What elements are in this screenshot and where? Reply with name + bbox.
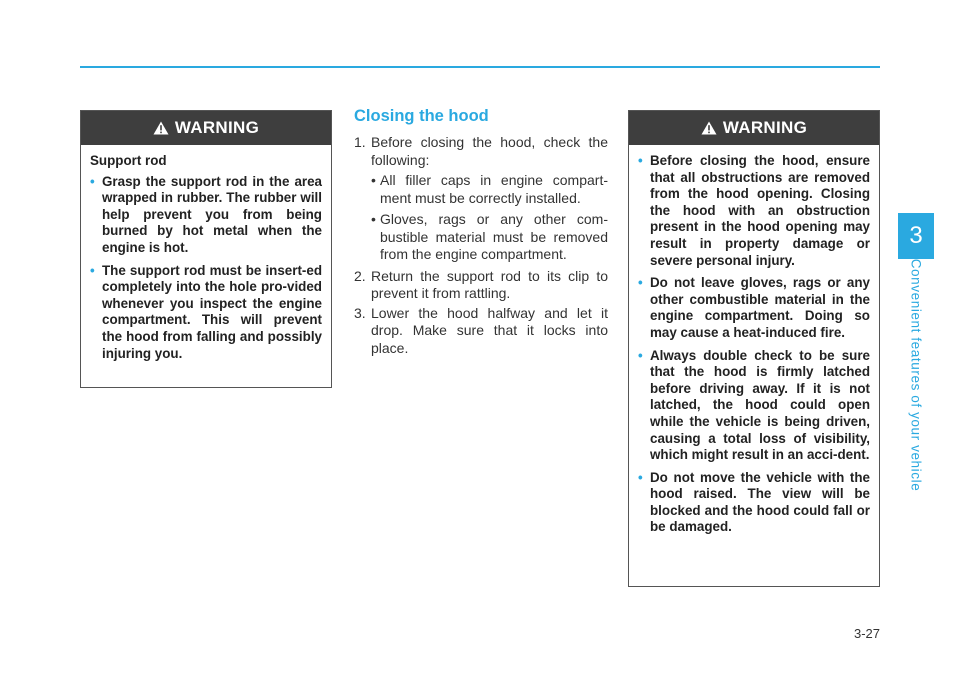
bullet-icon: • xyxy=(638,153,643,168)
warning-item: • Always double check to be sure that the hood is firmly latched before driving away. If it is not latched, the hood could open while the vehicle is being driven, causing a total loss of visibility, which might result in an acci-dent. xyxy=(638,347,870,463)
bullet-icon: • xyxy=(371,172,376,188)
bullet-icon: • xyxy=(638,469,643,485)
bullet-icon: • xyxy=(90,262,95,278)
warning-item: • Before closing the hood, ensure that all obstructions are removed from the hood opening. Closing the hood with an obstruction present in the hood opening may result in property damage or severe personal injury. xyxy=(638,153,870,268)
bullet-icon: • xyxy=(638,275,643,291)
step-item: 1. Before closing the hood, check the following: • All filler caps in engine compart-ment must be correctly installed. • Gloves, rags or any other com-bustible material must be removed from the engine compartment. xyxy=(354,134,608,262)
chapter-tab: 3 xyxy=(898,213,934,259)
warning-triangle-icon xyxy=(701,121,717,135)
step-item: 2. Return the support rod to its clip to prevent it from rattling. xyxy=(354,267,608,301)
chapter-label: Convenient features of your vehicle xyxy=(908,258,924,492)
section-title: Closing the hood xyxy=(354,107,489,125)
warning-label: WARNING xyxy=(174,118,260,137)
warning-box-support-rod xyxy=(80,110,332,388)
warning-box-closing-hood xyxy=(628,110,880,587)
sub-item: • All filler caps in engine compart-ment must be correctly installed. xyxy=(371,172,608,206)
top-rule xyxy=(80,66,880,68)
bullet-icon: • xyxy=(371,211,376,227)
warning-triangle-icon xyxy=(153,121,169,135)
warning-header xyxy=(629,111,879,145)
bullet-icon: • xyxy=(638,347,643,363)
warning-header xyxy=(81,111,331,145)
warning-item: • The support rod must be insert-ed completely into the hole pro-vided whenever you inspect the engine compartment. This will prevent the hood from falling and possibly injuring you. xyxy=(90,262,322,361)
closing-hood-section xyxy=(354,107,608,359)
warning-item: • Do not leave gloves, rags or any other combustible material in the engine compartment. Doing so may cause a heat-induced fire. xyxy=(638,275,870,340)
step-item: 3. Lower the hood halfway and let it drop. Make sure that it locks into place. xyxy=(354,304,608,356)
warning-label: WARNING xyxy=(722,118,808,137)
page-number: 3-27 xyxy=(853,626,880,641)
sub-item: • Gloves, rags or any other com-bustible material must be removed from the engine compartment. xyxy=(371,211,608,262)
warning-item: • Grasp the support rod in the area wrapped in rubber. The rubber will help prevent you from being burned by hot metal when the engine is hot. xyxy=(90,173,322,255)
warning-item: • Do not move the vehicle with the hood raised. The view will be blocked and the hood could fall or be damaged. xyxy=(638,469,870,535)
warning-subtitle: Support rod xyxy=(90,153,167,168)
bullet-icon: • xyxy=(90,173,95,189)
